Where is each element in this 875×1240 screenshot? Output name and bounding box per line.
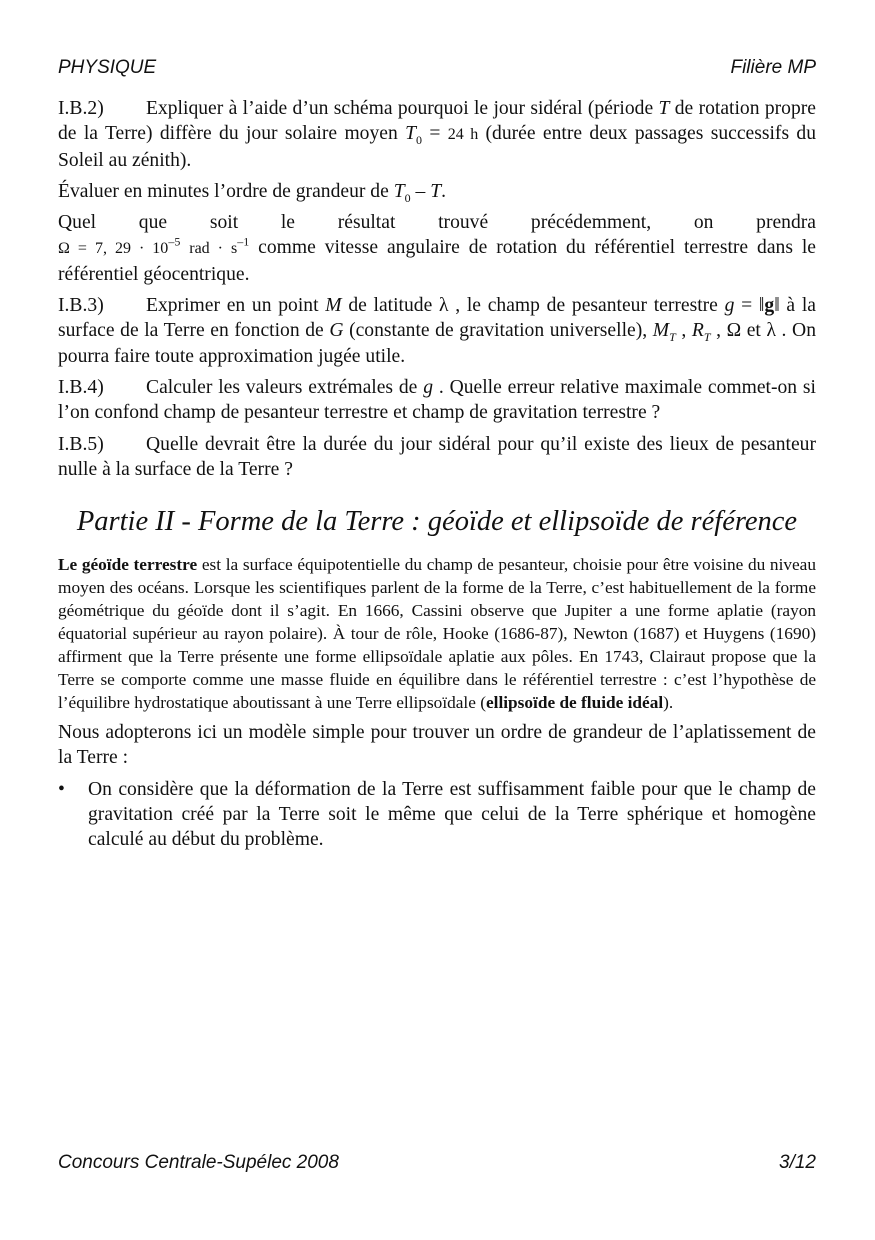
question-ib2: I.B.2) Expliquer à l’aide d’un schéma pourquoi le jour sidéral (période T de rotation propre de la Terre) diffère du jour solaire moyen $T_0 = 24$ h (durée entre deux passages successifs du Soleil au zénith). [58, 98, 816, 171]
bullet-icon: • [58, 778, 65, 800]
question-number: I.B.4) [58, 376, 104, 398]
question-ib3: I.B.3) Exprimer en un point M de latitude λ , le champ de pesanteur terrestre g = ‖g‖ à la surface de la Terre en fonction de G (constante de gravitation universelle), $M_T$ , $R_T$ , Ω et λ . On pourra faire toute approximation jugée utile. [58, 295, 816, 367]
page-header [58, 57, 816, 79]
page-body [58, 96, 816, 859]
list-item [58, 777, 816, 853]
question-number: I.B.5) [58, 433, 104, 455]
geoid-intro: Le géoïde terrestre est la surface équipotentielle du champ de pesanteur, choisie pour être voisine du niveau moyen des océans. Lorsque les scientifiques parlent de la forme de la Terre, c’est habituellement de la forme géométrique du géoïde dont il s’agit. En 1666, Cassini observe que Jupiter a une forme aplatie (rayon équatorial supérieur au rayon polaire). À tour de rôle, Hooke (1686-87), Newton (1687) et Huygens (1690) affirment que la Terre présente une forme ellipsoïdale aplatie aux pôles. En 1743, Clairaut propose que la Terre se comporte comme une masse fluide en équilibre dans le référentiel terrestre : c’est l’hypothèse de l’équilibre hydrostatique aboutissant à une Terre ellipsoïdale (ellipsoïde de fluide idéal). [58, 555, 816, 713]
footer-contest: Concours Centrale-Supélec 2008 [58, 1152, 339, 1173]
bullet-text: On considère que la déformation de la Terre est suffisamment faible pour que le champ de gravitation créé par la Terre soit le même que celui de la Terre sphérique et homogène calculé au début du problème. [88, 778, 816, 851]
part-title: Partie II - Forme de la Terre : géoïde et ellipsoïde de référence [76, 506, 798, 538]
model-intro: Nous adopterons ici un modèle simple pour trouver un ordre de grandeur de l’aplatissement de la Terre : [58, 722, 816, 769]
header-subject: PHYSIQUE [58, 57, 157, 78]
header-track: Filière MP [730, 57, 816, 78]
page-number: 3/12 [779, 1152, 816, 1173]
question-number: I.B.2) [58, 98, 104, 119]
page-footer [58, 1152, 816, 1174]
omega-definition: Quel que soit le résultat trouvé précédemment, on prendra Ω = 7, $29 \cdot 10^{-5}$ rad · $s^{-1}$ comme vitesse angulaire de rotation du référentiel terrestre dans le référentiel géocentrique. [58, 212, 817, 285]
question-number: I.B.3) [58, 295, 104, 317]
question-ib5: I.B.5) Quelle devrait être la durée du jour sidéral pour qu’il existe des lieux de pesanteur nulle à la surface de la Terre ? [58, 433, 816, 480]
evaluate-line: Évaluer en minutes l’ordre de grandeur de $T_0$ – T. [58, 180, 446, 205]
question-ib4: I.B.4) Calculer les valeurs extrémales de g . Quelle erreur relative maximale commet-on si l’on confond champ de pesanteur terrestre et champ de gravitation terrestre ? [58, 376, 817, 424]
